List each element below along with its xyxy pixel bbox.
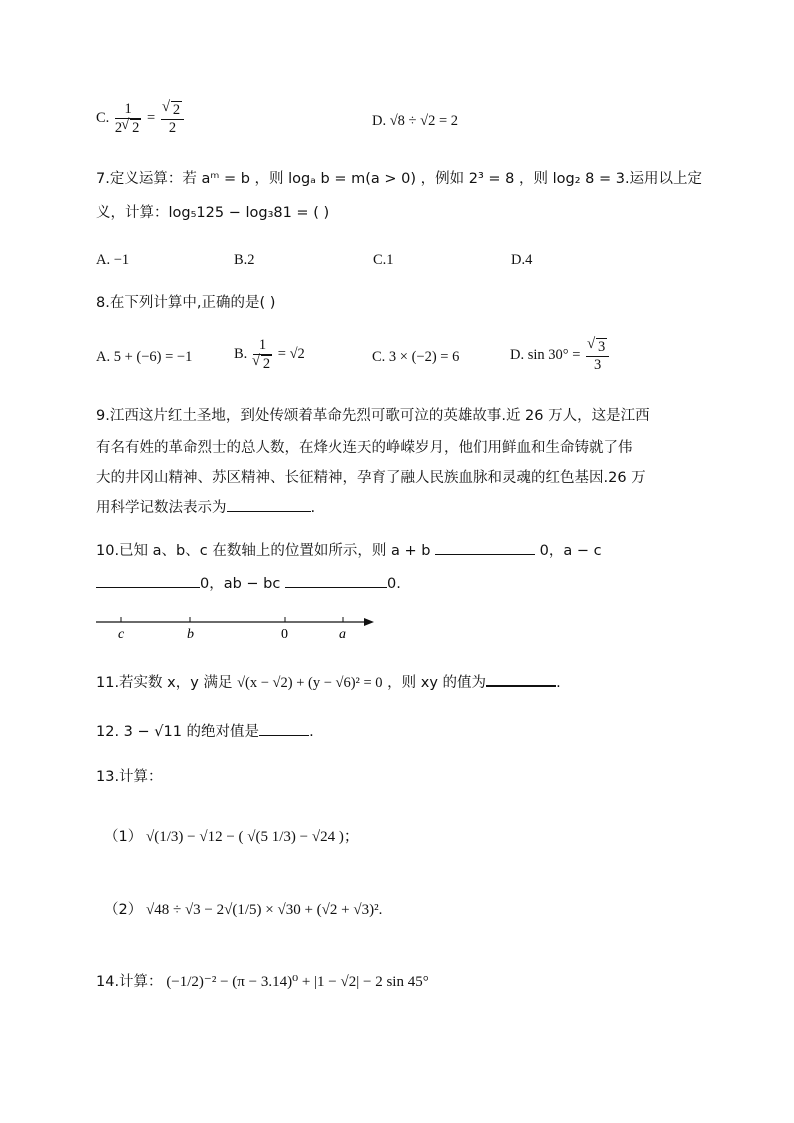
fraction: [253, 337, 272, 372]
numerator: 1: [115, 101, 142, 119]
q12-text: 12. 3 − √11 的绝对值是: [96, 724, 260, 740]
denominator: 2: [168, 119, 177, 136]
q7-option-b: B.2: [234, 252, 255, 268]
q6-option-d: D. √8 ÷ √2 = 2: [372, 113, 459, 129]
fraction: [586, 338, 609, 373]
answer-blank: [435, 554, 535, 555]
radical: √ 3: [596, 338, 607, 356]
q11-expr: √(x − √2) + (y − √6)² = 0: [237, 675, 383, 691]
q8-stem: 8.在下列计算中,正确的是( ): [96, 295, 276, 311]
q11-post: ，则 xy 的值为: [387, 675, 487, 691]
q12: 12. 3 − √11 的绝对值是 .: [96, 724, 314, 740]
part1-expression: √(1/3) − √12 − ( √(5 1/3) − √24 )；: [145, 829, 359, 845]
q13-stem: 13.计算：: [96, 769, 163, 785]
q10-text-c: 0，ab − bc: [200, 576, 281, 592]
q8-option-a: A. 5 + (−6) = −1: [96, 349, 193, 365]
q9-line1: 9.江西这片红土圣地，到处传颂着革命先烈可歌可泣的英雄故事.近 26 万人，这是江西: [96, 408, 650, 424]
numerator: [586, 338, 609, 357]
denominator: [115, 119, 142, 137]
denominator: 3: [594, 356, 602, 373]
equals-sign: =: [147, 110, 156, 126]
part-label: （2）: [104, 902, 143, 918]
q10-text-d: 0.: [386, 576, 401, 592]
q14-expression: (−1/2)⁻² − (π − 3.14)⁰ + |1 − √2| − 2 sin 45°: [166, 974, 429, 990]
q11: 11.若实数 x，y 满足 √(x − √2) + (y − √6)² = 0 ，则 xy 的值为 .: [96, 675, 561, 691]
fraction: [161, 101, 184, 136]
lhs: sin 30° =: [527, 347, 581, 363]
q10-text-b: 0，a − c: [539, 543, 602, 559]
q8-option-b: [234, 337, 305, 372]
numerator: [161, 101, 184, 120]
q7-line1: 7.定义运算：若 aᵐ = b ，则 logₐ b = m(a > 0) ，例如 2³ = 8 ，则 log₂ 8 = 3.运用以上定: [96, 171, 703, 187]
q10-line2: [96, 577, 401, 592]
answer-blank: [227, 511, 311, 512]
q13-part2: [104, 903, 382, 918]
q8-option-c: C. 3 × (−2) = 6: [372, 349, 460, 365]
rhs: = √2: [277, 346, 305, 362]
q14-stem: 14.计算：: [96, 974, 163, 990]
radical: √ 2: [261, 355, 272, 373]
q7-line2: 义，计算：log₅125 − log₃81 = ( ): [96, 205, 330, 221]
numerator: 1: [253, 337, 272, 355]
label-c: c: [118, 627, 125, 642]
answer-blank: [285, 587, 387, 588]
denominator: [253, 355, 272, 373]
q9-line4: 用科学记数法表示为 .: [96, 500, 316, 516]
q13-part1: [104, 830, 359, 845]
q6-option-c: [96, 101, 186, 136]
answer-blank: [259, 735, 309, 736]
den-coef: 2: [114, 119, 123, 136]
q7-option-a: A. −1: [96, 252, 130, 268]
radical: √ 2: [171, 101, 182, 119]
part2-expression: √48 ÷ √3 − 2√(1/5) × √30 + (√2 + √3)².: [145, 902, 383, 918]
answer-blank: [486, 685, 556, 687]
q8-option-d: [510, 338, 611, 373]
answer-blank: [96, 587, 200, 588]
q14: [96, 975, 429, 990]
q10-text-a: 10.已知 a、b、c 在数轴上的位置如所示，则 a + b: [96, 543, 431, 559]
q9-line4-text: 用科学记数法表示为: [96, 500, 227, 516]
option-label: B.: [234, 346, 248, 362]
q11-pre: 11.若实数 x，y 满足: [96, 675, 233, 691]
option-label: D.: [510, 347, 525, 363]
den-radical: √ 2: [130, 119, 141, 137]
option-label: C.: [96, 110, 110, 126]
q9-line3: 大的井冈山精神、苏区精神、长征精神，孕育了融人民族血脉和灵魂的红色基因.26 万: [96, 470, 646, 486]
arrow-icon: [364, 618, 374, 626]
part-label: （1）: [104, 829, 143, 845]
q7-option-c: C.1: [373, 252, 394, 268]
number-line: [92, 608, 382, 644]
q9-line2: 有名有姓的革命烈士的总人数，在烽火连天的峥嵘岁月，他们用鲜血和生命铸就了伟: [96, 440, 633, 456]
q10-line1: [96, 544, 602, 559]
q7-option-d: D.4: [511, 252, 533, 268]
label-a: a: [339, 627, 346, 642]
fraction: [115, 101, 142, 136]
label-b: b: [187, 627, 194, 642]
label-zero: 0: [281, 627, 288, 642]
